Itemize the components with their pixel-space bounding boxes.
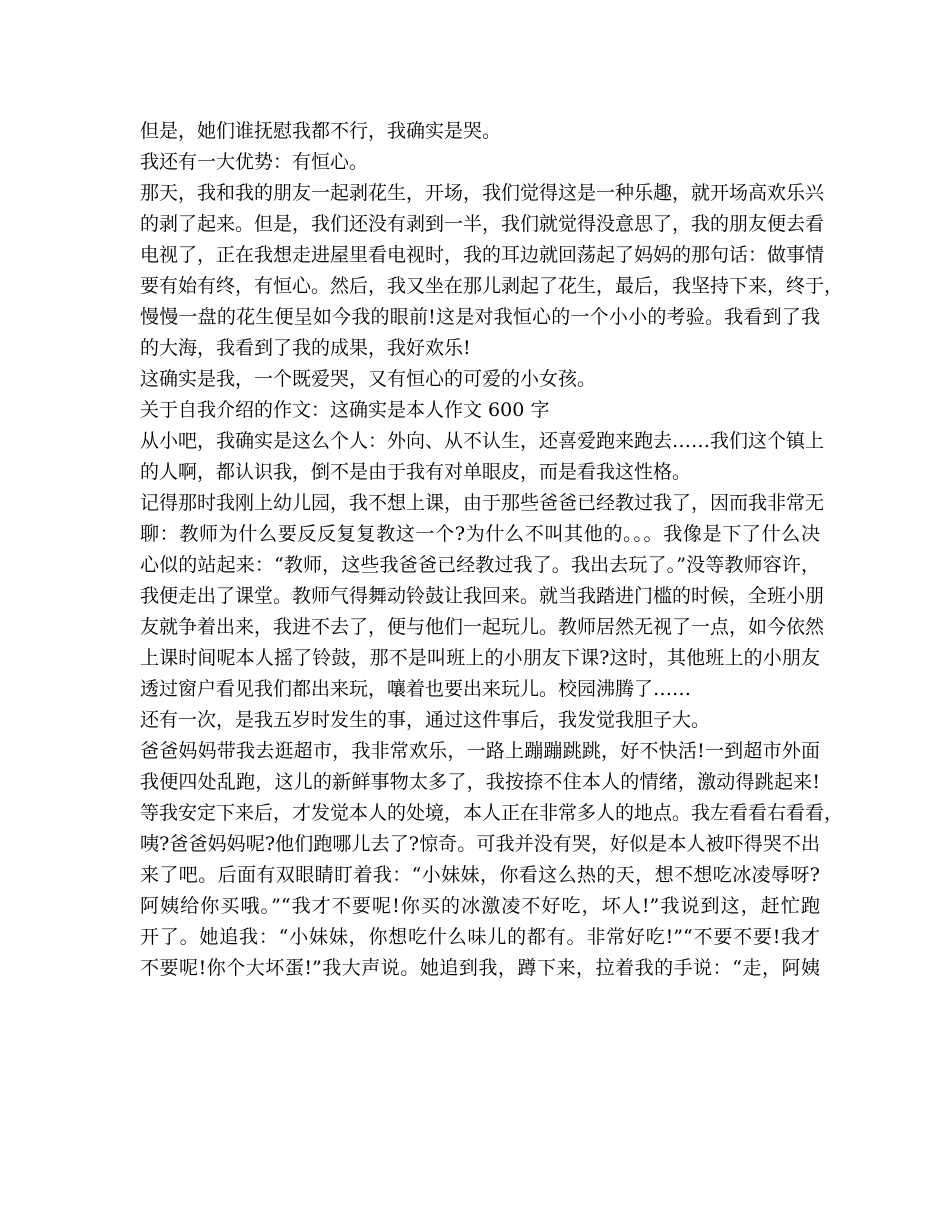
text-line: 这确实是我，一个既爱哭，又有恒心的可爱的小女孩。 — [140, 368, 597, 390]
text-line: 要有始有终，有恒心。然后，我又坐在那儿剥起了花生，最后，我坚持下来，终于， — [140, 275, 844, 297]
text-line: 咦?爸爸妈妈呢?他们跑哪儿去了?惊奇。可我并没有哭，好似是本人被吓得哭不出 — [140, 833, 820, 855]
text-line: 的人啊，都认识我，倒不是由于我有对单眼皮，而是看我这性格。 — [140, 461, 692, 483]
text-line: 上课时间呢本人摇了铃鼓，那不是叫班上的小朋友下课?这时，其他班上的小朋友 — [140, 647, 820, 669]
text-line: 的大海，我看到了我的成果，我好欢乐! — [140, 337, 471, 359]
essay-body — [140, 116, 844, 984]
text-line: 友就争着出来，我进不去了，便与他们一起玩儿。教师居然无视了一点，如今依然 — [140, 616, 825, 638]
text-line: 心似的站起来：“教师，这些我爸爸已经教过我了。我出去玩了。”没等教师容许， — [140, 554, 820, 576]
text-line: 我还有一大优势：有恒心。 — [140, 151, 369, 173]
text-line: 慢慢一盘的花生便呈如今我的眼前!这是对我恒心的一个小小的考验。我看到了我 — [140, 306, 820, 328]
text-line: 我便走出了课堂。教师气得舞动铃鼓让我回来。就当我踏进门槛的时候，全班小朋 — [140, 585, 825, 607]
text-line: 从小吧，我确实是这么个人：外向、从不认生，还喜爱跑来跑去……我们这个镇上 — [140, 430, 825, 452]
text-line: 但是，她们谁抚慰我都不行，我确实是哭。 — [140, 120, 502, 142]
text-line: 开了。她追我：“小妹妹，你想吃什么味儿的都有。非常好吃!”“不要不要!我才 — [140, 926, 820, 948]
text-line: 记得那时我刚上幼儿园，我不想上课，由于那些爸爸已经教过我了，因而我非常无 — [140, 492, 825, 514]
text-line: 阿姨给你买哦。”“我才不要呢!你买的冰激凌不好吃，坏人!”我说到这，赶忙跑 — [140, 895, 820, 917]
text-line: 我便四处乱跑，这儿的新鲜事物太多了，我按捺不住本人的情绪，激动得跳起来! — [140, 771, 820, 793]
text-line: 还有一次，是我五岁时发生的事，通过这件事后，我发觉我胆子大。 — [140, 709, 711, 731]
text-line: 聊：教师为什么要反反复复教这一个?为什么不叫其他的。。。我像是下了什么决 — [140, 523, 820, 545]
text-line: 透过窗户看见我们都出来玩，嚷着也要出来玩儿。校园沸腾了…… — [140, 678, 692, 700]
text-line: 等我安定下来后，才发觉本人的处境，本人正在非常多人的地点。我左看看右看看， — [140, 802, 844, 824]
text-line: 来了吧。后面有双眼睛盯着我：“小妹妹，你看这么热的天，想不想吃冰凌辱呀? — [140, 864, 820, 886]
text-line: 的剥了起来。但是，我们还没有剥到一半，我们就觉得没意思了，我的朋友便去看 — [140, 213, 825, 235]
text-line: 那天，我和我的朋友一起剥花生，开场，我们觉得这是一种乐趣，就开场高欢乐兴 — [140, 182, 825, 204]
text-line: 关于自我介绍的作文：这确实是本人作文 600 字 — [140, 399, 550, 421]
text-line: 电视了，正在我想走进屋里看电视时，我的耳边就回荡起了妈妈的那句话：做事情 — [140, 244, 825, 266]
text-line: 不要呢!你个大坏蛋!”我大声说。她追到我，蹲下来，拉着我的手说：“走，阿姨 — [140, 957, 820, 979]
text-line: 爸爸妈妈带我去逛超市，我非常欢乐，一路上蹦蹦跳跳，好不快活!一到超市外面 — [140, 740, 820, 762]
